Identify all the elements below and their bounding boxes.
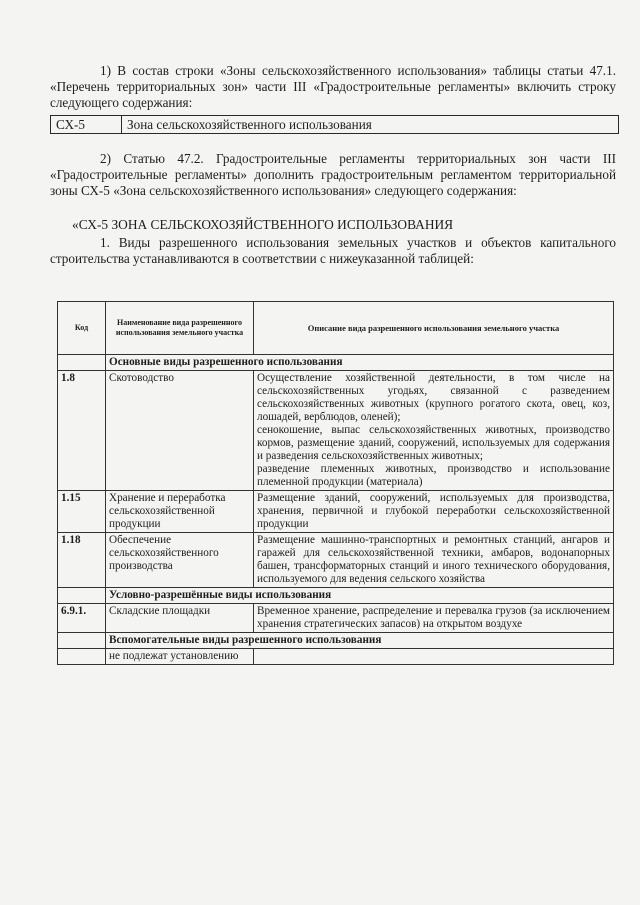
code-cell [58,649,106,665]
table-row [58,491,614,533]
table-row [58,604,614,633]
table-row [58,649,614,665]
name-cell: Обеспечение сельскохозяйственного производства [106,533,254,588]
paragraph-3: 1. Виды разрешенного использования земельных участков и объектов капитального строительства устанавливаются в соответствии с нижеуказанной таблицей: [50,235,616,266]
zone-table [50,115,619,134]
table-section-row [58,633,614,649]
header-name: Наименование вида разрешенного использования земельного участка [106,302,254,355]
desc-cell: Размещение машинно-транспортных и ремонтных станций, ангаров и гаражей для сельскохозяйственной техники, амбаров, водонапорных башен, трансформаторных станций и иного технического оборудования, используемого для ведения сельского хозяйства [254,533,614,588]
zone-row [51,116,619,134]
code-cell: 1.8 [58,371,106,491]
desc-cell: Осуществление хозяйственной деятельности, в том числе на сельскохозяйственных угодьях, связанной с разведением сельскохозяйственных животных (крупного рогатого скота, овец, коз, лошадей, верблюдов, оленей); сенокошение, выпас сельскохозяйственных животных, производство кормов, размещение зданий, сооружений, используемых для содержания и разведения сельскохозяйственных животных; разведение племенных животных, производство и использование племенной продукции (материала) [254,371,614,491]
header-code: Код [58,302,106,355]
regulations-table [57,301,614,665]
section-title: Вспомогательные виды разрешенного использования [106,633,614,649]
header-desc: Описание вида разрешенного использования земельного участка [254,302,614,355]
table-row [58,371,614,491]
code-cell: 1.15 [58,491,106,533]
paragraph-1: 1) В состав строки «Зоны сельскохозяйственного использования» таблицы статьи 47.1. «Перечень территориальных зон» части III «Градостроительные регламенты» включить строку следующего содержания: [50,63,616,110]
desc-cell: Временное хранение, распределение и перевалка грузов (за исключением хранения стратегических запасов) на открытом воздухе [254,604,614,633]
table-section-row [58,588,614,604]
zone-code: СХ-5 [51,116,122,134]
section-spacer [58,588,106,604]
section-spacer [58,355,106,371]
table-section-row [58,355,614,371]
section-spacer [58,633,106,649]
section-heading: «СХ-5 ЗОНА СЕЛЬСКОХОЗЯЙСТВЕННОГО ИСПОЛЬЗОВАНИЯ [72,217,454,232]
paragraph-2: 2) Статью 47.2. Градостроительные регламенты территориальных зон части III «Градостроительные регламенты» дополнить градостроительным регламентом территориальной зоны СХ-5 «Зона сельскохозяйственного использования» следующего содержания: [50,151,616,198]
zone-name: Зона сельскохозяйственного использования [122,116,619,134]
name-cell: не подлежат установлению [106,649,254,665]
code-cell: 6.9.1. [58,604,106,633]
name-cell: Хранение и переработка сельскохозяйственной продукции [106,491,254,533]
name-cell: Складские площадки [106,604,254,633]
section-title: Основные виды разрешенного использования [106,355,614,371]
desc-cell: Размещение зданий, сооружений, используемых для производства, хранения, первичной и глубокой переработки сельскохозяйственной продукции [254,491,614,533]
code-cell: 1.18 [58,533,106,588]
name-cell: Скотоводство [106,371,254,491]
section-title: Условно-разрешённые виды использования [106,588,614,604]
desc-cell [254,649,614,665]
table-header-row [58,302,614,355]
table-row [58,533,614,588]
